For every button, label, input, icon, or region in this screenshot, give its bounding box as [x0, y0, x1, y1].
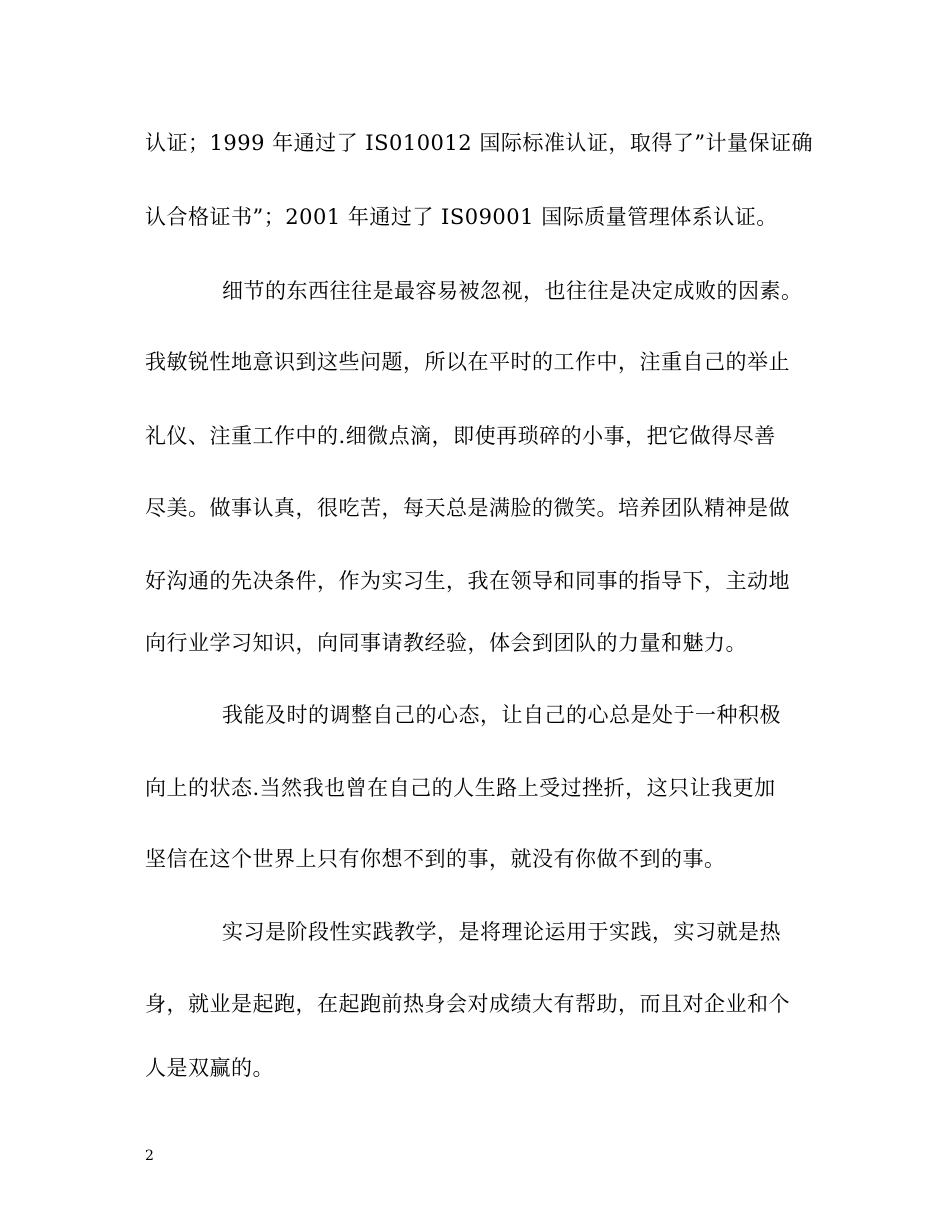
- text-line: 我敏锐性地意识到这些问题，所以在平时的工作中，注重自己的举止: [145, 350, 790, 374]
- text-line: 礼仪、注重工作中的.细微点滴，即使再琐碎的小事，把它做得尽善: [145, 424, 776, 448]
- text-line: 好沟通的先决条件，作为实习生，我在领导和同事的指导下，主动地: [145, 569, 790, 593]
- page-number: 2: [145, 1148, 154, 1164]
- paragraph-start-line: 实习是阶段性实践教学，是将理论运用于实践，实习就是热: [222, 920, 781, 944]
- text-line: 人是双赢的。: [145, 1056, 274, 1080]
- paragraph-start-line: 细节的东西往往是最容易被忽视，也往往是决定成败的因素。: [222, 279, 803, 303]
- text-line: 向行业学习知识，向同事请教经验，体会到团队的力量和魅力。: [145, 631, 747, 655]
- text-line: 身，就业是起跑，在起跑前热身会对成绩大有帮助，而且对企业和个: [145, 992, 790, 1016]
- text-line: 坚信在这个世界上只有你想不到的事，就没有你做不到的事。: [145, 847, 726, 871]
- text-line: 认证；1999 年通过了 IS010012 国际标准认证，取得了”计量保证确: [145, 131, 814, 155]
- text-line: 向上的状态.当然我也曾在自己的人生路上受过挫折，这只让我更加: [145, 776, 776, 800]
- text-line: 尽美。做事认真，很吃苦，每天总是满脸的微笑。培养团队精神是做: [145, 496, 790, 520]
- text-line: 认合格证书”；2001 年通过了 IS09001 国际质量管理体系认证。: [145, 205, 778, 229]
- paragraph-start-line: 我能及时的调整自己的心态，让自己的心总是处于一种积极: [222, 703, 781, 727]
